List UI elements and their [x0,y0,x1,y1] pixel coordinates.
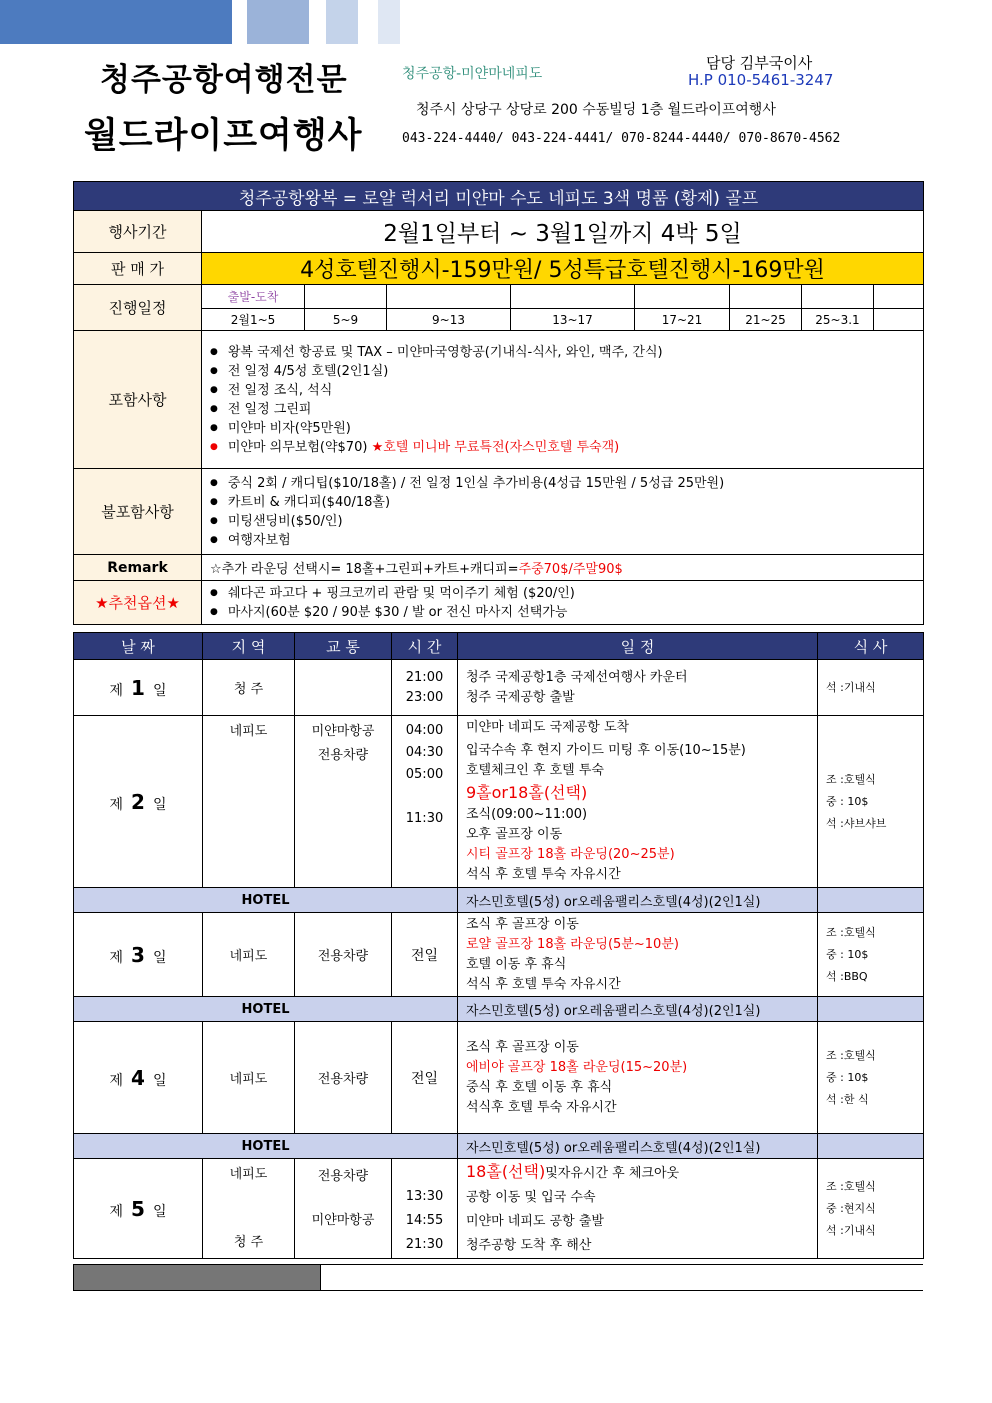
col-header-plan: 일 정 [458,633,818,660]
hotel-text: 자스민호텔(5성) or오레움팰리스호텔(4성)(2인1실) [458,1134,818,1159]
list-item: ● 전 일정 조식, 석식 [210,381,915,400]
day-label: 제 3 일 [74,913,203,997]
schedule-date: 21~25 [730,309,802,331]
hotel-label: HOTEL [74,888,458,913]
meal-info: 조 :호텔식 중 : 10$ 석 :한 식 [818,1022,924,1134]
minibar-note: ★호텔 미니바 무료특전(자스민호텔 투숙객) [371,439,620,455]
meal-info: 조 :호텔식 중 : 10$ 석 :BBQ [818,913,924,997]
schedule-date: 9~13 [387,309,511,331]
info-table [73,181,924,625]
header-decoration-block [247,0,309,44]
brand-line2: 월드라이프여행사 [84,116,363,156]
period-label: 행사기간 [74,211,202,253]
hotel-text: 자스민호텔(5성) or오레움팰리스호텔(4성)(2인1실) [458,888,818,913]
itinerary-table [73,632,924,1259]
schedule-date: 2월1~5 [202,309,305,331]
meal-info: 석 :기내식 [818,660,924,716]
schedule-label: 진행일정 [74,285,202,331]
schedule-date: 17~21 [635,309,730,331]
price-label: 판 매 가 [74,253,202,285]
header-decoration-bar [0,0,232,44]
route-text: 청주공항-미얀마네피도 [402,66,543,82]
footer-line [321,1264,923,1291]
day-region: 네피도 [203,716,295,888]
list-item: ● 중식 2회 / 캐디팁($10/18홀) / 전 일정 1인실 추가비용(4성급 15만원 / 5성급 25만원) [210,474,915,493]
day-label: 제 5 일 [74,1159,203,1259]
included-list [202,339,923,461]
col-header-time: 시 간 [392,633,458,660]
col-header-region: 지 역 [203,633,295,660]
header-decoration-block [326,0,358,44]
price-value: 4성호텔진행시-159만원/ 5성특급호텔진행시-169만원 [202,253,924,285]
day-label: 제 4 일 [74,1022,203,1134]
table-row: 제 2 일 네피도 미얀마항공 전용차량 04:00 04:30 05:00 11:30 미얀마 네피도 국제공항 도착 입국수속 후 현지 가이드 미팅 후 이동(10~15분) 호텔체크인 후 호텔 투숙 9홀or18홀(선택) 조식(09:00~11:00) 오후 골프장 이동 시티 골프장 18홀 라운딩(20~25분) 석식 후 호텔 투숙 자유시간 조 :호텔식 중 : 10$ 석 :샤브샤브 [74,716,924,888]
schedule-date: 5~9 [305,309,387,331]
list-item: ● 여행자보험 [210,531,915,550]
excluded-label: 불포함사항 [74,469,202,555]
hotel-row [74,1134,924,1159]
day-label: 제 1 일 [74,660,203,716]
schedule-header: 출발-도착 [202,285,305,309]
remark-label: Remark [74,555,202,581]
options-list [202,582,923,624]
meal-info: 조 :호텔식 중 :현지식 석 :기내식 [818,1159,924,1259]
phones-text: 043-224-4440/ 043-224-4441/ 070-8244-4440/ 070-8670-4562 [402,131,841,146]
hotel-row [74,888,924,913]
hp-text: H.P 010-5461-3247 [688,71,834,89]
table-row: 제 5 일 네피도 청 주 전용차량 미얀마항공 13:30 14:55 21:30 18홀(선택)및자유시간 후 체크아웃 공항 이동 및 입국 수속 미얀마 네피도 공항 출발 청주공항 도착 후 해산 조 :호텔식 중 :현지식 석 :기내식 [74,1159,924,1259]
hotel-text: 자스민호텔(5성) or오레움팰리스호텔(4성)(2인1실) [458,997,818,1022]
meal-info: 조 :호텔식 중 : 10$ 석 :샤브샤브 [818,716,924,888]
header-decoration-block [378,0,400,44]
title-banner: 청주공항왕복 = 로얄 럭서리 미얀마 수도 네피도 3색 명품 (황제) 골프 [74,182,924,211]
list-item: ● 전 일정 4/5성 호텔(2인1실) [210,362,915,381]
list-item: ● 미팅샌딩비($50/인) [210,512,915,531]
list-item [210,438,915,457]
brand-line1: 청주공항여행전문 [100,62,348,98]
hotel-row [74,997,924,1022]
table-row: 제 3 일 네피도 전용차량 전일 조식 후 골프장 이동 로얄 골프장 18홀 라운딩(5분~10분) 호텔 이동 후 휴식 석식 후 호텔 투숙 자유시간 조 :호텔식 중 : 10$ 석 :BBQ [74,913,924,997]
list-item: ● 마사지(60분 $20 / 90분 $30 / 발 or 전신 마사지 선택가능 [210,603,915,622]
schedule-date: 25~3.1 [802,309,874,331]
list-item: ● 왕복 국제선 항공료 및 TAX – 미얀마국영항공(기내식-식사, 와인, 맥주, 간식) [210,343,915,362]
remark-text: ☆추가 라운딩 선택시= 18홀+그린피+카트+캐디피= [210,562,519,577]
list-item: ● 카트비 & 캐디피($40/18홀) [210,493,915,512]
list-item: ● 쉐다곤 파고다 + 핑크코끼리 관람 및 먹이주기 체험 ($20/인) [210,584,915,603]
insurance-text: 미얀마 의무보험(약$70) [227,439,368,455]
footer-bar [73,1264,321,1291]
excluded-list [202,470,923,554]
schedule-date: 13~17 [511,309,635,331]
list-item: ● 전 일정 그린피 [210,400,915,419]
hotel-label: HOTEL [74,1134,458,1159]
address-text: 청주시 상당구 상당로 200 수동빌딩 1층 월드라이프여행사 [416,102,776,118]
period-value: 2월1일부터 ~ 3월1일까지 4박 5일 [202,211,924,253]
included-label: 포함사항 [74,331,202,469]
day-label: 제 2 일 [74,716,203,888]
col-header-date: 날 짜 [74,633,203,660]
table-row: 제 4 일 네피도 전용차량 전일 조식 후 골프장 이동 에비야 골프장 18홀 라운딩(15~20분) 중식 후 호텔 이동 후 휴식 석식후 호텔 투숙 자유시간 조 :호텔식 중 : 10$ 석 :한 식 [74,1022,924,1134]
table-row: 제 1 일 청 주 21:00 23:00 청주 국제공항1층 국제선여행사 카운터 청주 국제공항 출발 석 :기내식 [74,660,924,716]
hotel-label: HOTEL [74,997,458,1022]
options-label: ★추천옵션★ [74,581,202,625]
remark-price: 주중70$/주말90$ [518,562,623,577]
manager-text: 담당 김부국이사 [706,54,813,72]
list-item: ● 미얀마 비자(약5만원) [210,419,915,438]
day-region: 청 주 [203,660,295,716]
col-header-transport: 교 통 [295,633,392,660]
col-header-meal: 식 사 [818,633,924,660]
